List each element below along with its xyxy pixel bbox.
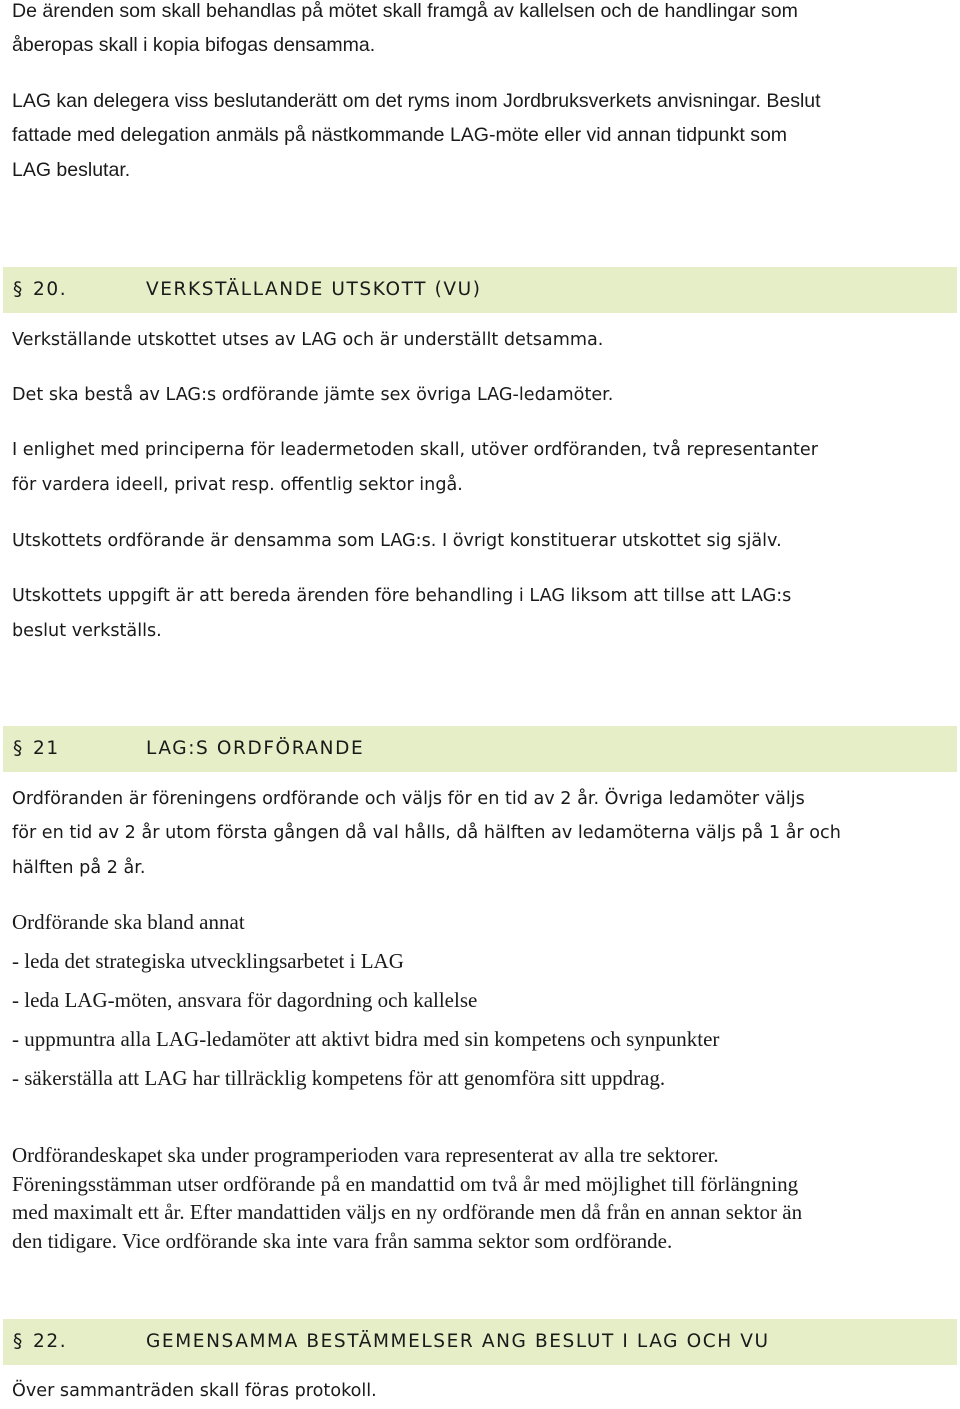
paragraph-line: De ärenden som skall behandlas på mötet skall framgå av kallelsen och de handlingar som — [12, 0, 798, 22]
list-item: - säkerställa att LAG har tillräcklig kompetens för att genomföra sitt uppdrag. — [12, 1066, 666, 1090]
section-number: 21 — [33, 738, 60, 759]
list-item: - uppmuntra alla LAG-ledamöter att aktivt bidra med sin kompetens och synpunkter — [12, 1027, 720, 1051]
paragraph-line: hälften på 2 år. — [12, 858, 146, 878]
paragraph-line: Över sammanträden skall föras protokoll. — [12, 1381, 377, 1401]
section-title: VERKSTÄLLANDE UTSKOTT (VU) — [146, 279, 482, 300]
paragraph-line: Utskottets ordförande är densamma som LAG:s. I övrigt konstituerar utskottet sig själv. — [12, 531, 782, 551]
paragraph-line: LAG beslutar. — [12, 159, 131, 181]
section-symbol: § — [13, 738, 24, 759]
section-symbol: § — [13, 1331, 24, 1352]
paragraph-line: I enlighet med principerna för leadermetoden skall, utöver ordföranden, två representanter — [12, 440, 818, 460]
paragraph-line: Verkställande utskottet utses av LAG och är underställt detsamma. — [12, 330, 604, 350]
paragraph-line: för vardera ideell, privat resp. offentlig sektor ingå. — [12, 475, 463, 495]
paragraph-line: Ordförandeskapet ska under programperioden vara representerat av alla tre sektorer. — [12, 1143, 719, 1167]
section-20-heading — [3, 267, 957, 313]
paragraph-line: Utskottets uppgift är att bereda ärenden före behandling i LAG liksom att tillse att LAG:s — [12, 586, 792, 606]
list-intro: Ordförande ska bland annat — [12, 910, 245, 934]
section-number: 20. — [33, 279, 68, 300]
paragraph-line: åberopas skall i kopia bifogas densamma. — [12, 34, 376, 56]
paragraph-line: Det ska bestå av LAG:s ordförande jämte sex övriga LAG-ledamöter. — [12, 385, 614, 405]
section-22-heading — [3, 1319, 957, 1365]
paragraph-line: LAG kan delegera viss beslutanderätt om det ryms inom Jordbruksverkets anvisningar. Beslut — [12, 90, 821, 112]
paragraph-line: den tidigare. Vice ordförande ska inte vara från samma sektor som ordförande. — [12, 1229, 673, 1253]
paragraph-line: beslut verkställs. — [12, 621, 162, 641]
section-21-heading — [3, 726, 957, 772]
paragraph-line: med maximalt ett år. Efter mandattiden väljs en ny ordförande men då från en annan sektor än — [12, 1200, 803, 1224]
list-item: - leda LAG-möten, ansvara för dagordning och kallelse — [12, 988, 478, 1012]
paragraph-line: Ordföranden är föreningens ordförande och väljs för en tid av 2 år. Övriga ledamöter väljs — [12, 789, 805, 809]
paragraph-line: Föreningsstämman utser ordförande på en mandattid om två år med möjlighet till förlängning — [12, 1172, 799, 1196]
section-title: GEMENSAMMA BESTÄMMELSER ANG BESLUT I LAG OCH VU — [146, 1331, 770, 1352]
section-symbol: § — [13, 279, 24, 300]
section-number: 22. — [33, 1331, 68, 1352]
paragraph-line: för en tid av 2 år utom första gången då val hålls, då hälften av ledamöterna väljs på 1 år och — [12, 823, 841, 843]
section-title: LAG:S ORDFÖRANDE — [146, 738, 365, 759]
paragraph-line: fattade med delegation anmäls på nästkommande LAG-möte eller vid annan tidpunkt som — [12, 124, 788, 146]
list-item: - leda det strategiska utvecklingsarbetet i LAG — [12, 949, 404, 973]
